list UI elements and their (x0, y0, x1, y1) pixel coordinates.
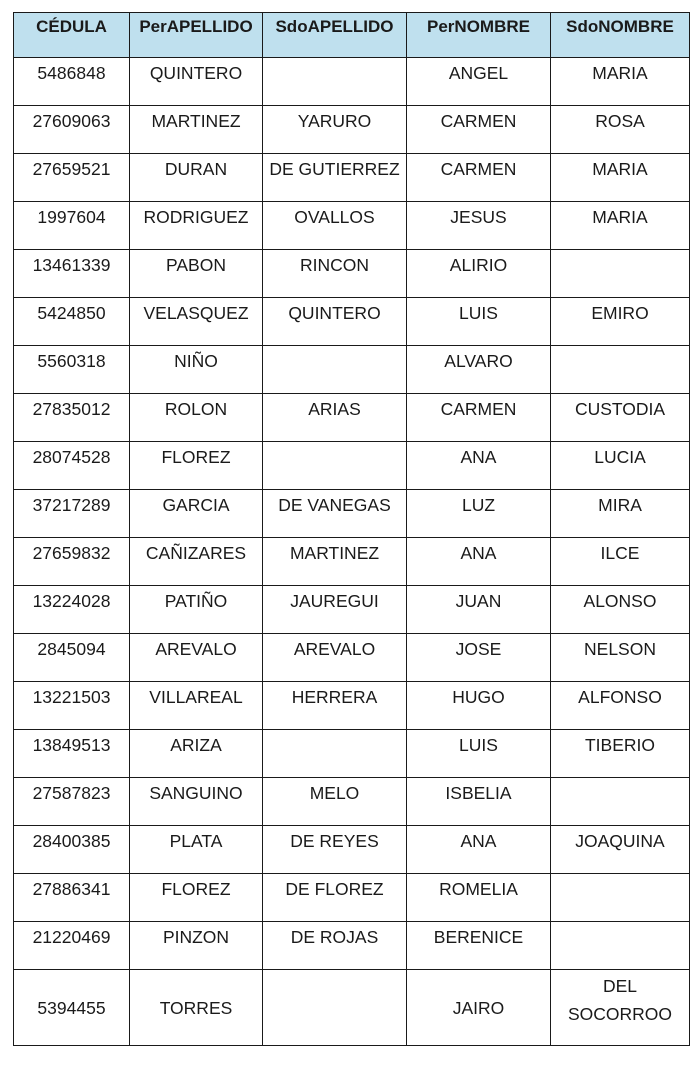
table-row (14, 778, 690, 826)
per-apellido-cell: RODRIGUEZ (130, 202, 263, 250)
cedula-cell: 2845094 (14, 634, 130, 682)
cedula-cell: 5394455 (14, 970, 130, 1046)
sdo-apellido-cell (263, 58, 407, 106)
cedula-cell: 28400385 (14, 826, 130, 874)
sdo-apellido-cell: MARTINEZ (263, 538, 407, 586)
per-nombre-cell: ANGEL (407, 58, 551, 106)
sdo-apellido-cell: HERRERA (263, 682, 407, 730)
per-apellido-cell: SANGUINO (130, 778, 263, 826)
table-row (14, 826, 690, 874)
table-row (14, 874, 690, 922)
table-body (14, 58, 690, 1046)
sdo-apellido-cell: DE REYES (263, 826, 407, 874)
table-row (14, 922, 690, 970)
table-row (14, 394, 690, 442)
table-row (14, 250, 690, 298)
cedula-cell: 27659521 (14, 154, 130, 202)
sdo-nombre-cell (551, 922, 690, 970)
records-table (13, 12, 690, 1046)
per-apellido-cell: PATIÑO (130, 586, 263, 634)
sdo-nombre-cell (551, 874, 690, 922)
sdo-nombre-cell: CUSTODIA (551, 394, 690, 442)
sdo-nombre-cell: JOAQUINA (551, 826, 690, 874)
table-row (14, 682, 690, 730)
cedula-cell: 27587823 (14, 778, 130, 826)
per-nombre-cell: CARMEN (407, 394, 551, 442)
per-apellido-cell: DURAN (130, 154, 263, 202)
per-nombre-cell: JAIRO (407, 970, 551, 1046)
per-nombre-cell: HUGO (407, 682, 551, 730)
table-row (14, 298, 690, 346)
sdo-apellido-cell: QUINTERO (263, 298, 407, 346)
header-sdo-nombre: SdoNOMBRE (551, 13, 690, 58)
per-apellido-cell: VILLAREAL (130, 682, 263, 730)
per-nombre-cell: JESUS (407, 202, 551, 250)
table-row (14, 154, 690, 202)
sdo-apellido-cell: ARIAS (263, 394, 407, 442)
per-nombre-cell: LUZ (407, 490, 551, 538)
per-apellido-cell: FLOREZ (130, 874, 263, 922)
cedula-cell: 28074528 (14, 442, 130, 490)
sdo-apellido-cell (263, 442, 407, 490)
per-apellido-cell: PABON (130, 250, 263, 298)
table-row (14, 730, 690, 778)
per-apellido-cell: ROLON (130, 394, 263, 442)
cedula-cell: 13461339 (14, 250, 130, 298)
per-nombre-cell: ROMELIA (407, 874, 551, 922)
cedula-cell: 27609063 (14, 106, 130, 154)
sdo-apellido-cell (263, 970, 407, 1046)
cedula-cell: 27835012 (14, 394, 130, 442)
table-row (14, 970, 690, 1046)
sdo-apellido-cell: DE GUTIERREZ (263, 154, 407, 202)
per-apellido-cell: GARCIA (130, 490, 263, 538)
table-row (14, 442, 690, 490)
table-row (14, 106, 690, 154)
sdo-nombre-cell: NELSON (551, 634, 690, 682)
sdo-nombre-cell (551, 778, 690, 826)
per-apellido-cell: TORRES (130, 970, 263, 1046)
per-apellido-cell: ARIZA (130, 730, 263, 778)
cedula-cell: 27659832 (14, 538, 130, 586)
table-row (14, 586, 690, 634)
cedula-cell: 1997604 (14, 202, 130, 250)
table-row (14, 634, 690, 682)
per-nombre-cell: ISBELIA (407, 778, 551, 826)
sdo-nombre-cell: MARIA (551, 154, 690, 202)
sdo-nombre-cell: ALFONSO (551, 682, 690, 730)
sdo-nombre-cell: DEL SOCORROO (551, 970, 690, 1046)
table-row (14, 346, 690, 394)
sdo-nombre-cell: ALONSO (551, 586, 690, 634)
cedula-cell: 27886341 (14, 874, 130, 922)
sdo-apellido-cell: DE VANEGAS (263, 490, 407, 538)
header-per-apellido: PerAPELLIDO (130, 13, 263, 58)
sdo-nombre-cell: EMIRO (551, 298, 690, 346)
sdo-nombre-cell: TIBERIO (551, 730, 690, 778)
cedula-cell: 13849513 (14, 730, 130, 778)
per-nombre-cell: ANA (407, 538, 551, 586)
sdo-apellido-cell: RINCON (263, 250, 407, 298)
per-nombre-cell: LUIS (407, 298, 551, 346)
per-apellido-cell: MARTINEZ (130, 106, 263, 154)
cedula-cell: 5560318 (14, 346, 130, 394)
sdo-apellido-cell: YARURO (263, 106, 407, 154)
per-apellido-cell: VELASQUEZ (130, 298, 263, 346)
header-cedula: CÉDULA (14, 13, 130, 58)
sdo-nombre-cell: ILCE (551, 538, 690, 586)
cedula-cell: 13224028 (14, 586, 130, 634)
header-sdo-apellido: SdoAPELLIDO (263, 13, 407, 58)
per-nombre-cell: JUAN (407, 586, 551, 634)
sdo-apellido-cell: OVALLOS (263, 202, 407, 250)
per-nombre-cell: ANA (407, 826, 551, 874)
header-per-nombre: PerNOMBRE (407, 13, 551, 58)
cedula-cell: 13221503 (14, 682, 130, 730)
sdo-nombre-cell: MARIA (551, 58, 690, 106)
per-nombre-cell: ALVARO (407, 346, 551, 394)
per-nombre-cell: ANA (407, 442, 551, 490)
table-row (14, 490, 690, 538)
per-apellido-cell: PINZON (130, 922, 263, 970)
sdo-nombre-cell: LUCIA (551, 442, 690, 490)
sdo-nombre-cell: ROSA (551, 106, 690, 154)
per-apellido-cell: PLATA (130, 826, 263, 874)
per-nombre-cell: JOSE (407, 634, 551, 682)
per-nombre-cell: ALIRIO (407, 250, 551, 298)
per-nombre-cell: CARMEN (407, 106, 551, 154)
sdo-nombre-cell: MIRA (551, 490, 690, 538)
sdo-nombre-cell: MARIA (551, 202, 690, 250)
cedula-cell: 37217289 (14, 490, 130, 538)
sdo-apellido-cell: DE ROJAS (263, 922, 407, 970)
per-apellido-cell: CAÑIZARES (130, 538, 263, 586)
sdo-nombre-cell (551, 346, 690, 394)
per-nombre-cell: LUIS (407, 730, 551, 778)
cedula-cell: 21220469 (14, 922, 130, 970)
sdo-nombre-cell (551, 250, 690, 298)
table-row (14, 202, 690, 250)
sdo-apellido-cell: MELO (263, 778, 407, 826)
per-apellido-cell: QUINTERO (130, 58, 263, 106)
per-apellido-cell: FLOREZ (130, 442, 263, 490)
cedula-cell: 5486848 (14, 58, 130, 106)
table-row (14, 58, 690, 106)
per-apellido-cell: AREVALO (130, 634, 263, 682)
sdo-apellido-cell (263, 346, 407, 394)
cedula-cell: 5424850 (14, 298, 130, 346)
per-apellido-cell: NIÑO (130, 346, 263, 394)
sdo-apellido-cell (263, 730, 407, 778)
sdo-apellido-cell: AREVALO (263, 634, 407, 682)
per-nombre-cell: CARMEN (407, 154, 551, 202)
header-row (14, 13, 690, 58)
per-nombre-cell: BERENICE (407, 922, 551, 970)
sdo-apellido-cell: DE FLOREZ (263, 874, 407, 922)
table-row (14, 538, 690, 586)
sdo-apellido-cell: JAUREGUI (263, 586, 407, 634)
